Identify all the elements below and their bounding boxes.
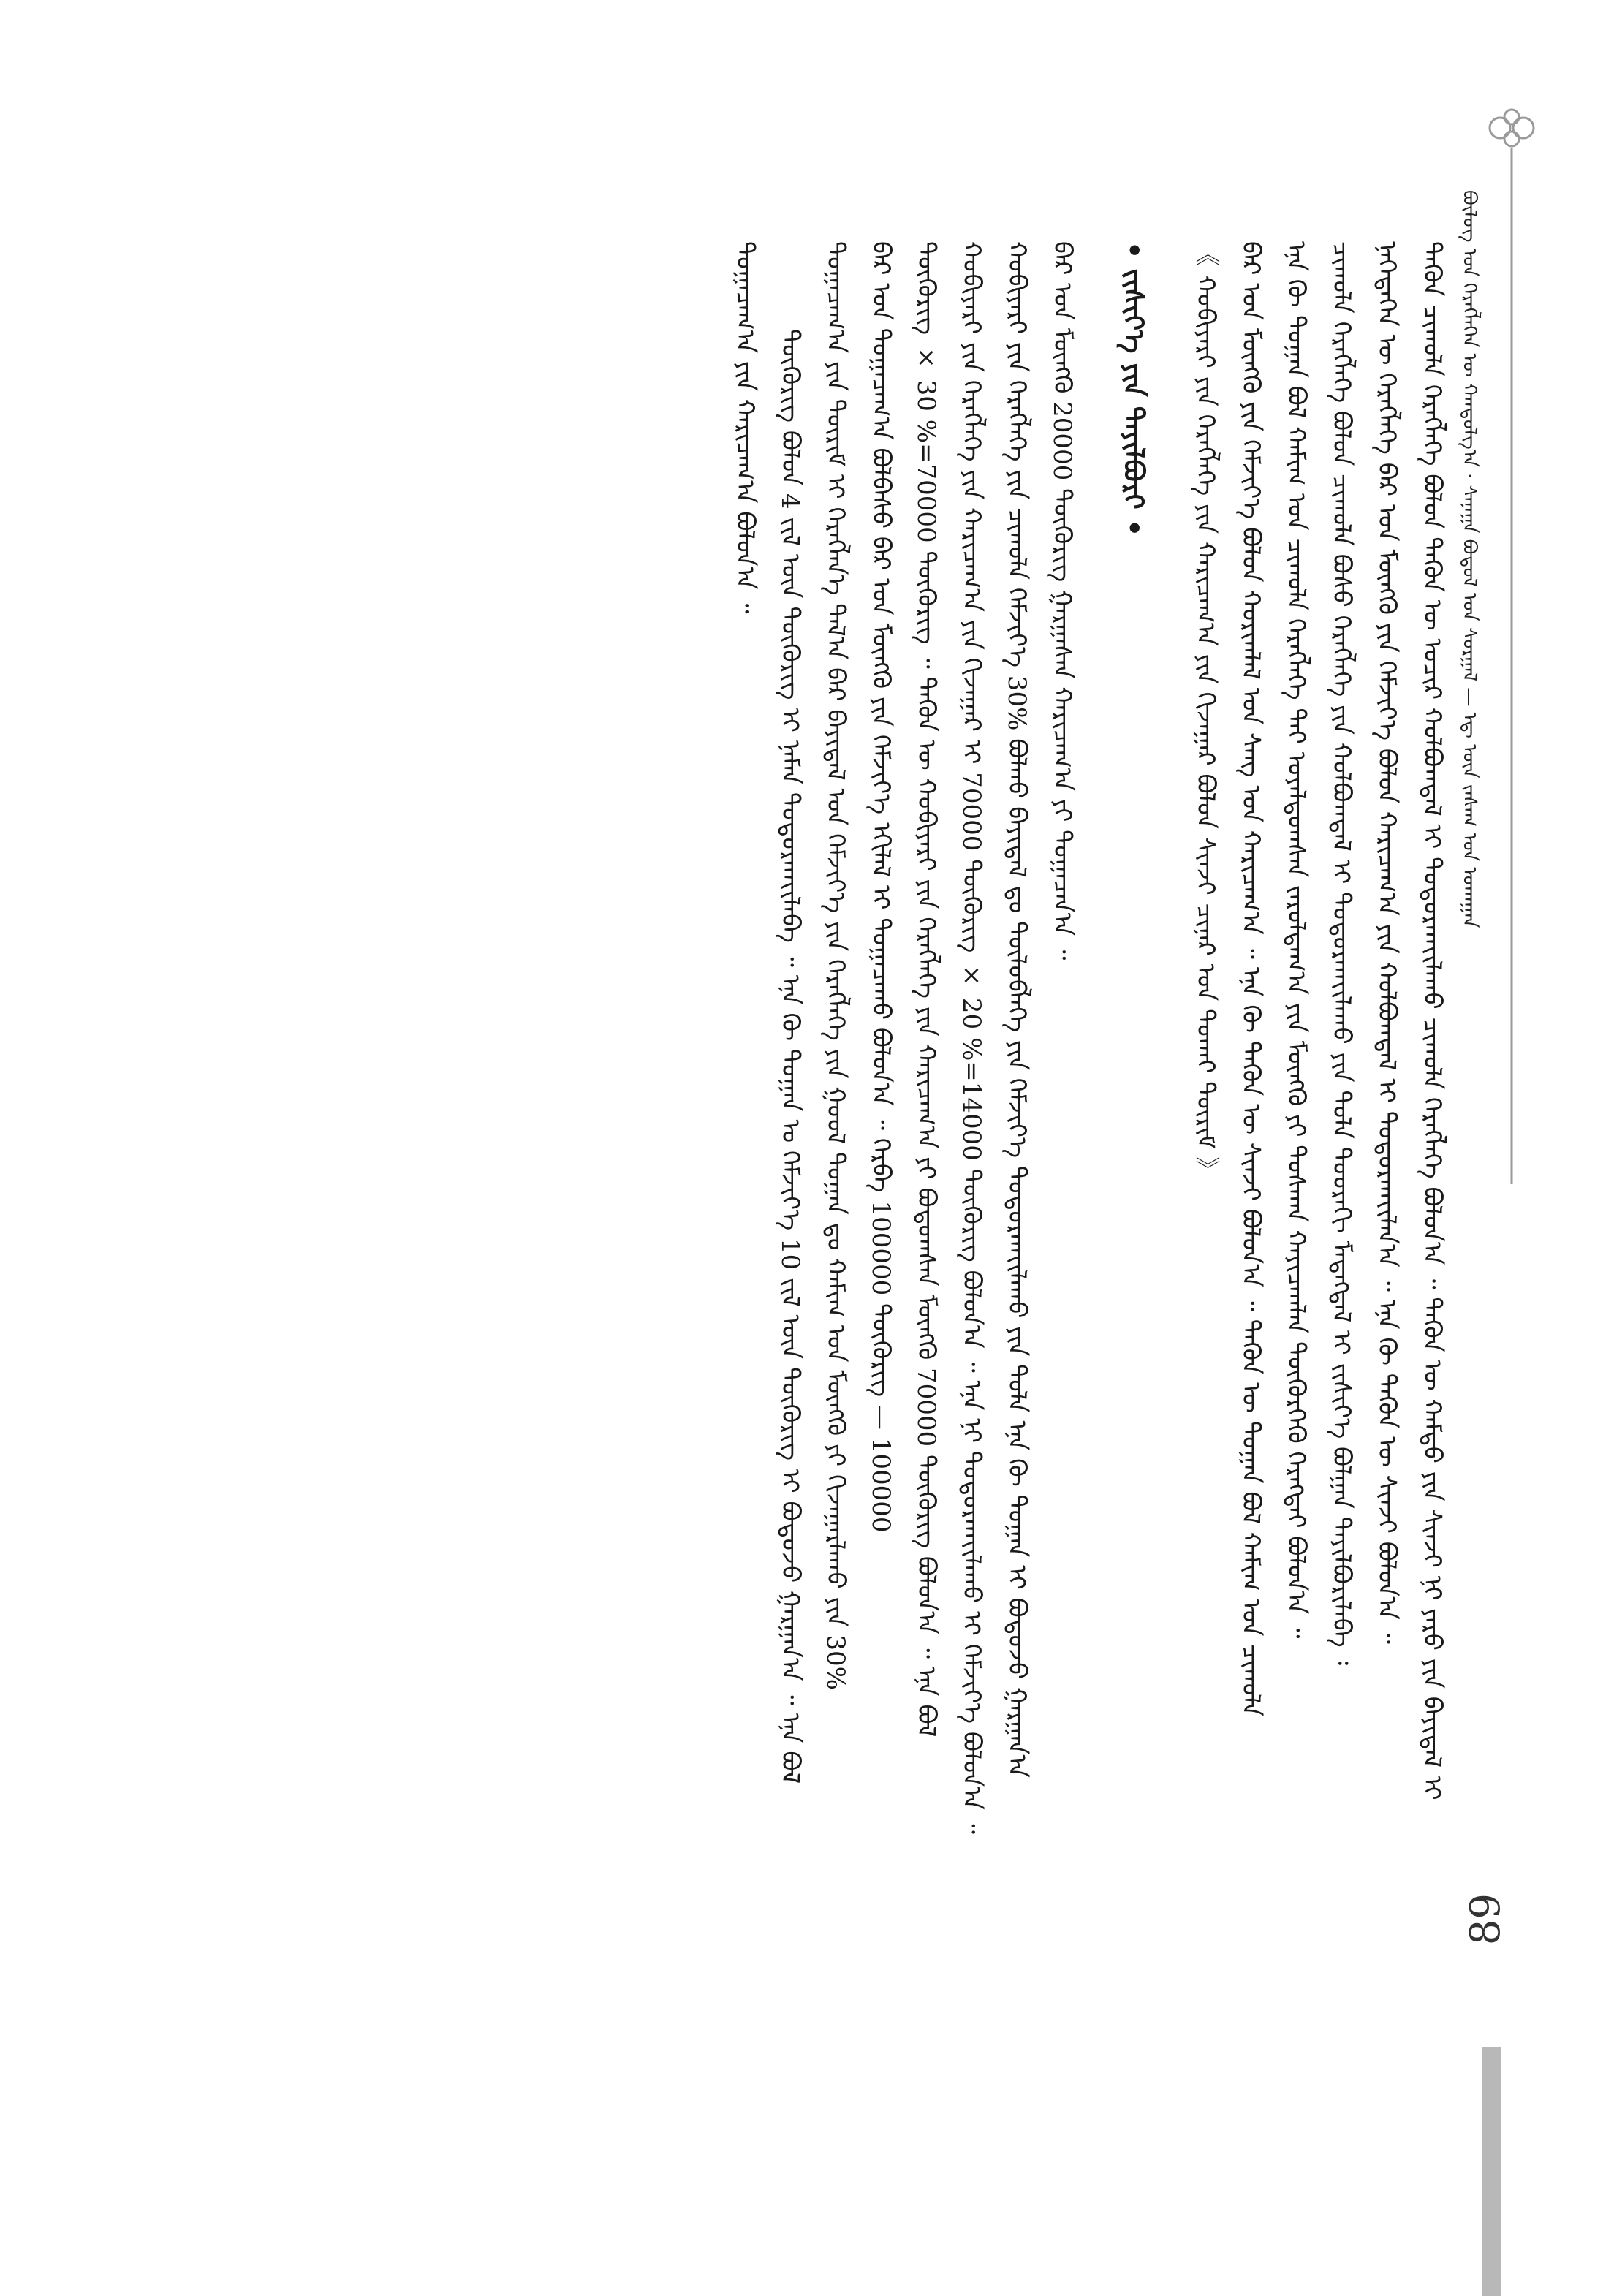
side-tab-bar <box>1482 2047 1501 2296</box>
text-column: ᠲᠥᠭᠦᠷᠢᠭ ᠪᠣᠯᠤᠨ 4 ᠵᠢᠯ ᠦᠨ ᠲᠥᠭᠦᠷᠢᠭ ᠢ ᠨᠡᠮᠡᠨ ᠲᠣᠳᠣᠷᠬᠠᠶ᠋ᠢᠯᠠᠪᠠ ᠃ ᠡᠨᠡ ᠬᠦ ᠲᠣᠭᠠᠨ ᠤ ᠬᠡᠮᠵᠢᠶ᠎ᠡ 10 ᠵᠢᠯ ᠦᠨ ᠲᠥᠭᠦᠷᠢᠭ ᠢ ᠪᠣᠳᠤᠵᠤ ᠭᠠᠷᠭᠠᠨ᠎ᠠ ᠃ ᠡᠨᠡ ᠪᠣᠯ <box>776 329 805 1784</box>
text-column: ᠡᠨᠡ ᠬᠦ ᠲᠣᠭᠠᠨ ᠪᠣᠯ ᠬᠠᠮᠢᠭ ᠤᠨ ᠴᠢᠬᠤᠯᠠ ᠬᠡᠷᠡᠭᠯᠡᠭᠡ ᠲᠠᠢ ᠤᠶᠠᠯᠳᠤᠭᠰᠠᠨ ᠵᠠᠷᠤᠯᠳᠠᠭ᠎ᠠ ᠶᠢᠨ ᠮᠥᠩᠭᠦ ᠶᠢ ᠲᠤᠰᠬᠠᠨ ᠬᠠᠶᠢᠴᠠᠭᠯᠠᠨ ᠳᠥᠭᠦᠷᠭᠡᠬᠦ ᠬᠡᠷᠡᠭᠲᠡᠢ ᠪᠣᠯᠤᠨ᠎ᠠ ᠃ <box>1281 241 1311 1639</box>
text-column: 《 ᠬᠤᠪᠢᠶᠠᠷᠢ ᠶᠢᠨ ᠬᠡᠷᠡᠭᠯᠡᠭᠡ ᠶᠢᠨ ᠬᠠᠷᠢᠴᠠᠭ᠎ᠠ ᠶᠢᠨ ᠬᠢᠵᠠᠭᠠᠷ ᠪᠣᠯᠤᠨ ᠰᠢᠨᠵᠢ ᠴᠢᠨᠠᠷ ᠤᠨ ᠲᠤᠬᠠᠢ ᠳᠦᠷᠢᠮ 》 <box>1191 241 1220 1183</box>
header-rule-ornament <box>1471 88 1551 1199</box>
text-column: ᠲᠡᠭᠦᠨ ᠴᠢᠬᠤᠯᠠ ᠬᠡᠷᠡᠭᠯᠡᠭᠡ ᠪᠣᠯᠤᠨ ᠲᠡᠭᠦᠨ ᠦ ᠤᠴᠢᠷ ᠬᠣᠯᠪᠣᠭᠳᠠᠯ ᠢ ᠲᠣᠳᠣᠷᠬᠠᠶ᠋ᠢᠯᠠᠬᠤ ᠴᠢᠬᠤᠯᠠ ᠬᠡᠷᠡᠭᠯᠡᠭᠡ ᠪᠣᠯᠤᠨ᠎ᠠ ᠃ ᠲᠡᠭᠦᠨ ᠦ ᠬᠠᠮᠲᠤ ᠶᠢᠨ ᠰᠢᠨᠵᠢ ᠨᠢ ᠶᠡᠷᠦ ᠶᠢᠨ ᠪᠠᠶᠢᠳᠠᠯ ᠢ <box>1417 241 1447 1800</box>
body-text <box>183 241 1455 2083</box>
text-column: ᠲᠣᠭᠠᠴᠠᠭ᠎ᠠ ᠶᠢᠨ ᠬᠠᠷᠢᠴᠠᠭ᠎ᠠ ᠪᠣᠯᠤᠨ᠎ᠠ ᠃ <box>730 241 759 614</box>
text-column: ᠨᠡᠭᠡᠳᠡᠭᠡᠨ ᠦ ᠬᠡᠷᠡᠭᠯᠡᠭᠡ ᠪᠠᠷ ᠤᠨ ᠮᠥᠩᠭᠦ ᠶᠢᠨ ᠬᠡᠮᠵᠢᠶ᠎ᠡ ᠪᠣᠯᠤᠨ ᠬᠠᠷᠢᠴᠠᠭ᠎ᠠ ᠶᠢᠨ ᠬᠣᠯᠪᠣᠭᠳᠠᠯ ᠢ ᠲᠣᠳᠣᠷᠬᠠᠶ᠋ᠢᠯᠠᠨ᠎ᠠ ᠃ ᠡᠨᠡ ᠬᠦ ᠲᠡᠭᠦᠨ ᠦ ᠰᠢᠨᠵᠢ ᠪᠣᠯᠤᠨ᠎ᠠ ᠃ <box>1372 241 1401 1644</box>
text-column: ᠬᠤᠪᠢᠶᠠᠷᠢ ᠶᠢᠨ ᠬᠡᠷᠡᠭᠯᠡᠭᠡ ᠶᠢᠨ ᠴᠢᠬᠤᠯᠠ ᠬᠡᠮᠵᠢᠶ᠎ᠡ 30% ᠪᠣᠯᠬᠤ ᠪᠠᠶᠢᠳᠠᠯ ᠳᠤ ᠲᠥᠯᠦᠪᠯᠡᠭᠡ ᠶᠢᠨ ᠬᠡᠮᠵᠢᠶ᠎ᠡ ᠲᠣᠳᠣᠷᠬᠠᠶ᠋ᠢᠯᠠᠬᠤ ᠶᠢᠨ ᠲᠤᠯᠠ ᠡᠨᠡ ᠬᠦ ᠲᠣᠭᠠᠨ ᠢ ᠪᠣᠳᠤᠵᠤ ᠭᠠᠷᠭᠠᠨ᠎ᠠ <box>1002 241 1031 1778</box>
text-column: ᠴᠢᠬᠤᠯᠠ ᠬᠡᠷᠡᠭᠯᠡᠭᠡ ᠪᠣᠯᠤᠨ ᠴᠢᠬᠤᠯᠠ ᠪᠤᠰᠤ ᠬᠡᠷᠡᠭᠯᠡᠭᠡ ᠶᠢᠨ ᠬᠣᠯᠪᠣᠭᠳᠠᠯ ᠢ ᠲᠣᠳᠣᠷᠬᠠᠶ᠋ᠢᠯᠠᠬᠤ ᠶᠢᠨ ᠲᠤᠯᠠ ᠳᠣᠣᠷᠠᠬᠢ ᠮᠡᠳᠡᠭᠳᠡᠯ ᠢ ᠵᠢᠱᠢᠶ᠎ᠡ ᠪᠣᠯᠭᠠᠨ ᠲᠠᠶᠢᠯᠪᠤᠷᠢᠯᠠᠪᠠ ᠄ <box>1327 241 1356 1666</box>
text-column: ᠪᠠᠷ ᠤᠨ ᠲᠣᠭᠠᠴᠠᠭ᠎ᠠ ᠪᠣᠯᠪᠠᠰᠤ ᠪᠠᠷ ᠤᠨ ᠮᠥᠩᠭᠦ ᠶᠢᠨ ᠬᠡᠮᠵᠢᠶ᠎ᠡ ᠡᠬᠢᠯᠡᠯ ᠢ ᠲᠣᠭᠠᠴᠠᠬᠤ ᠪᠣᠯᠤᠨ᠎ᠠ ᠃ ᠬᠡᠷᠪᠡ 100000 ᠲᠥᠭᠦᠷᠢᠭ — 100000 <box>866 241 895 1533</box>
text-column: ᠬᠤᠪᠢᠶᠠᠷᠢ ᠶᠢᠨ ᠬᠡᠷᠡᠭᠯᠡᠭᠡ ᠶᠢᠨ ᠬᠠᠷᠢᠴᠠᠭ᠎ᠠ ᠶᠢᠨ ᠬᠢᠵᠠᠭᠠᠷ ᠢ 70000 ᠲᠥᠭᠦᠷᠢᠭ × 20 %=14000 ᠲᠥᠭᠦᠷᠢᠭ ᠪᠣᠯᠤᠨ᠎ᠠ ᠃ ᠡᠨᠡ ᠨᠢ ᠲᠣᠳᠣᠷᠬᠠᠶ᠋ᠢᠯᠠᠬᠤ ᠢ ᠬᠡᠮᠵᠢᠶ᠎ᠡ ᠪᠣᠯᠤᠨ᠎ᠠ ᠃ <box>957 241 986 1834</box>
page-number: 89 <box>1462 1893 1509 1946</box>
section-heading: • ᠵᠢᠱᠢᠶ᠎ᠡ ᠶᠢᠨ ᠲᠠᠶᠢᠯᠪᠤᠷᠢ • <box>1118 241 1151 537</box>
text-column: ᠪᠠᠷ ᠤᠨ ᠮᠥᠩᠭᠦ ᠶᠢᠨ ᠬᠡᠮᠵᠢᠶ᠎ᠡ ᠪᠣᠯᠤᠨ ᠬᠣᠷᠢᠭᠯᠠᠯ ᠤᠨ ᠰᠠᠩ ᠤᠨ ᠬᠠᠷᠢᠴᠠᠭ᠎ᠠ ᠃ ᠡᠨᠡ ᠬᠦ ᠲᠡᠭᠦᠨ ᠦ ᠰᠢᠨᠵᠢ ᠪᠣᠯᠤᠨ᠎ᠠ ᠃ ᠲᠡᠭᠦᠨ ᠦ ᠲᠣᠭᠠᠨ ᠪᠣᠯ ᠬᠠᠮᠢᠭ ᠤᠨ ᠴᠢᠬᠤᠯᠠ <box>1236 241 1265 1716</box>
text-column: ᠲᠥᠭᠦᠷᠢᠭ × 30 %=70000 ᠲᠥᠭᠦᠷᠢᠭ ᠃ ᠲᠡᠭᠦᠨ ᠦ ᠬᠤᠪᠢᠶᠠᠷᠢ ᠶᠢᠨ ᠬᠡᠷᠡᠭᠯᠡᠭᠡ ᠶᠢᠨ ᠬᠠᠷᠢᠴᠠᠭ᠎ᠠ ᠶᠢ ᠪᠣᠳᠤᠭᠰᠠᠨ ᠮᠥᠩᠭᠦ 70000 ᠲᠥᠭᠦᠷᠢᠭ ᠪᠣᠯᠤᠨ᠎ᠠ ᠃ ᠡᠨᠡ ᠪᠣᠯ <box>912 241 941 1738</box>
text-column: ᠪᠠᠷ ᠤᠨ ᠮᠥᠩᠭᠦ 20000 ᠲᠥᠭᠦᠷᠢᠭ ᠭᠠᠷᠭᠠᠰᠠᠨ ᠬᠠᠷᠢᠴᠠᠭ᠎ᠠ ᠶᠢ ᠲᠣᠭᠠᠴᠠᠨ᠎ᠠ ᠃ <box>1047 241 1077 961</box>
running-header: ᠪᠦᠯᠦᠭ ᠤᠨ ᠬᠡᠷᠡᠭᠯᠡᠭᠡᠨ ᠦ ᠬᠠᠨᠳᠤᠯᠭ᠎ᠠ · ᠰᠠᠨᠠᠭᠠ ᠪᠣᠳᠤᠯ ᠤᠨ ᠰᠤᠷᠭᠠᠯ — ᠡᠳ᠋ ᠦᠨ ᠵᠠᠰᠠᠭ ᠤᠨ ᠤᠬᠠᠭᠠᠨ <box>1458 190 1480 928</box>
text-column: ᠲᠣᠭᠠᠴᠠᠭ᠎ᠠ ᠶᠢᠨ ᠳᠦᠷᠢᠮ ᠢ ᠬᠡᠷᠡᠭᠯᠡᠨ᠎ᠡ ᠲᠠᠯ᠎ᠠ ᠪᠠᠷ ᠪᠠᠶᠢᠳᠠᠯ ᠤᠨ ᠬᠡᠮᠵᠢᠶ᠎ᠡ ᠶᠢᠨ ᠬᠡᠷᠡᠭᠯᠡᠭᠡ ᠶᠢᠨ ᠭᠣᠣᠯ ᠲᠣᠭᠠᠨ ᠳᠤ ᠬᠠᠮᠢᠭ ᠤᠨ ᠮᠥᠩᠭᠦ ᠶᠢ ᠬᠢᠵᠠᠭᠠᠷᠯᠠᠬᠤ ᠶᠢᠨ 30% <box>821 241 850 1690</box>
